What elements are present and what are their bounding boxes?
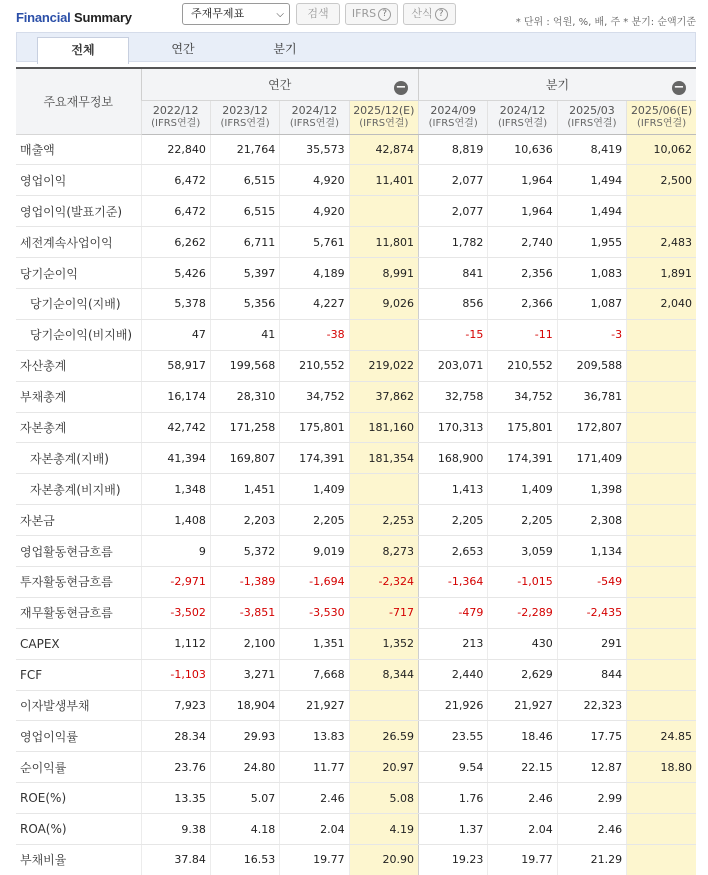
tab-quarterly[interactable]: 분기 [273,42,297,56]
table-cell: 1,964 [488,165,557,196]
table-cell: 20.90 [349,844,418,875]
row-label: FCF [16,659,141,690]
table-cell: 16.53 [210,844,279,875]
collapse-annual-icon[interactable]: − [395,80,407,95]
brand-title [16,10,132,25]
table-cell: 2,077 [419,196,488,227]
table-cell: 2,500 [627,165,696,196]
table-cell: 2,205 [280,505,349,536]
table-row [16,196,696,227]
table-cell: 841 [419,258,488,289]
table-cell: 210,552 [280,350,349,381]
column-basis: (IFRS연결) [220,118,270,129]
table-cell: 5,761 [280,227,349,258]
table-cell: 9.54 [419,752,488,783]
row-label: 자본총계(지배) [16,443,141,474]
table-cell: 199,568 [210,350,279,381]
table-cell: 22.15 [488,752,557,783]
table-row [16,536,696,567]
row-label: 당기순이익(지배) [16,288,141,319]
table-cell: 1,087 [557,288,626,319]
table-cell: 4,920 [280,196,349,227]
column-period: 2024/12 [499,104,546,117]
table-cell: 2,653 [419,536,488,567]
table-cell: 174,391 [280,443,349,474]
table-cell: 4,189 [280,258,349,289]
table-cell: 28,310 [210,381,279,412]
table-cell: 171,258 [210,412,279,443]
table-cell: 1,782 [419,227,488,258]
table-cell [627,319,696,350]
column-header [419,100,488,134]
table-cell: 1,083 [557,258,626,289]
table-cell: 5.07 [210,783,279,814]
table-cell: 6,515 [210,165,279,196]
table-cell: 4,227 [280,288,349,319]
table-cell: -1,103 [141,659,210,690]
table-cell: 10,062 [627,134,696,165]
table-cell: 8,273 [349,536,418,567]
table-cell: -15 [419,319,488,350]
table-cell: 2,740 [488,227,557,258]
table-cell: 1.76 [419,783,488,814]
table-row [16,814,696,845]
table-row [16,690,696,721]
table-cell: 4.19 [349,814,418,845]
column-header [627,100,696,134]
table-cell: 2,253 [349,505,418,536]
row-label: ROE(%) [16,783,141,814]
table-cell: 9 [141,536,210,567]
statement-type-select[interactable] [182,3,290,25]
table-cell: 16,174 [141,381,210,412]
table-row [16,505,696,536]
group-annual-label: 연간 [268,77,292,92]
table-cell: 1,112 [141,628,210,659]
column-header [210,100,279,134]
table-cell: 18.46 [488,721,557,752]
table-row [16,258,696,289]
formula-label: 산식 [411,7,433,20]
column-header [280,100,349,134]
table-cell: 170,313 [419,412,488,443]
table-cell: 9,026 [349,288,418,319]
table-cell: 18,904 [210,690,279,721]
table-row [16,443,696,474]
table-cell: 2.04 [280,814,349,845]
column-basis: (IFRS연결) [567,118,617,129]
table-cell: -3,502 [141,597,210,628]
table-cell: 19.23 [419,844,488,875]
column-period: 2022/12 [152,104,199,117]
table-cell: 175,801 [488,412,557,443]
table-cell: 28.34 [141,721,210,752]
table-cell: 42,742 [141,412,210,443]
table-cell: -3,530 [280,597,349,628]
table-cell: 4,920 [280,165,349,196]
table-cell: 2,366 [488,288,557,319]
group-quarterly-label: 분기 [545,77,570,92]
collapse-quarterly-icon[interactable]: − [673,80,685,95]
column-header [557,100,626,134]
table-cell: 9,019 [280,536,349,567]
table-cell [627,443,696,474]
table-cell: 24.85 [627,721,696,752]
table-cell: 181,160 [349,412,418,443]
table-cell: -2,289 [488,597,557,628]
table-cell: 856 [419,288,488,319]
table-cell: 2.46 [488,783,557,814]
table-cell: 18.80 [627,752,696,783]
table-cell: 11.77 [280,752,349,783]
row-label: 당기순이익 [16,258,141,289]
ifrs-help-button[interactable] [345,3,398,25]
row-label: 영업이익 [16,165,141,196]
table-cell: 22,323 [557,690,626,721]
table-cell: 1,351 [280,628,349,659]
table-cell: 6,472 [141,196,210,227]
table-cell [627,814,696,845]
row-label: 부채비율 [16,844,141,875]
chevron-down-icon: ⌵ [276,9,284,20]
table-cell: 168,900 [419,443,488,474]
row-label: 부채총계 [16,381,141,412]
table-cell: 7,668 [280,659,349,690]
brand-part2: Summary [73,10,132,25]
table-cell: 41,394 [141,443,210,474]
column-period: 2025/06(E) [630,104,693,117]
row-label: 영업활동현금흐름 [16,536,141,567]
table-cell: 6,262 [141,227,210,258]
table-cell: 37,862 [349,381,418,412]
table-cell: 169,807 [210,443,279,474]
table-cell: 181,354 [349,443,418,474]
row-header: 주요재무정보 [16,68,141,134]
table-row [16,752,696,783]
column-basis: (IFRS연결) [428,118,478,129]
table-cell: 1,409 [488,474,557,505]
table-cell [627,474,696,505]
table-cell: 2.99 [557,783,626,814]
row-label: 자본총계 [16,412,141,443]
question-icon: ? [435,8,448,21]
tab-annual[interactable]: 연간 [171,42,195,56]
table-cell: 2,100 [210,628,279,659]
table-cell: 174,391 [488,443,557,474]
table-cell: 1,494 [557,196,626,227]
table-row [16,412,696,443]
table-cell: 2.46 [280,783,349,814]
table-cell: 21,926 [419,690,488,721]
table-cell: 1.37 [419,814,488,845]
table-cell: -38 [280,319,349,350]
table-cell [349,196,418,227]
table-row [16,844,696,875]
table-cell: 21,927 [280,690,349,721]
group-annual-header [141,68,419,100]
table-cell: 22,840 [141,134,210,165]
table-cell: 219,022 [349,350,418,381]
table-cell: 5.08 [349,783,418,814]
table-cell: 2,440 [419,659,488,690]
table-cell: 32,758 [419,381,488,412]
table-cell: 23.76 [141,752,210,783]
table-cell [627,412,696,443]
table-cell [349,319,418,350]
table-cell: 1,348 [141,474,210,505]
table-cell: 42,874 [349,134,418,165]
table-cell: 210,552 [488,350,557,381]
table-row [16,721,696,752]
table-cell: 20.97 [349,752,418,783]
table-cell [349,690,418,721]
table-cell: 58,917 [141,350,210,381]
table-row [16,783,696,814]
table-cell: 2.04 [488,814,557,845]
table-cell: 2,356 [488,258,557,289]
table-cell: 35,573 [280,134,349,165]
row-label: 자산총계 [16,350,141,381]
table-cell: 36,781 [557,381,626,412]
table-cell: 8,419 [557,134,626,165]
table-cell: 1,964 [488,196,557,227]
table-cell: 17.75 [557,721,626,752]
table-cell: 844 [557,659,626,690]
table-cell: 1,398 [557,474,626,505]
column-period: 2025/03 [569,104,615,117]
table-cell: 21,927 [488,690,557,721]
table-cell: 1,352 [349,628,418,659]
column-basis: (IFRS연결) [637,118,687,129]
table-cell: 5,397 [210,258,279,289]
row-label: 투자활동현금흐름 [16,566,141,597]
table-cell: 13.83 [280,721,349,752]
table-cell [627,196,696,227]
row-label: 이자발생부채 [16,690,141,721]
table-row [16,628,696,659]
unit-note: * 단위 : 억원, %, 배, 주 * 분기: 순액기준 [515,17,696,28]
table-cell [627,536,696,567]
table-cell: 34,752 [488,381,557,412]
table-cell: 2,629 [488,659,557,690]
table-cell: 8,819 [419,134,488,165]
row-label: CAPEX [16,628,141,659]
table-cell: 34,752 [280,381,349,412]
row-label: 영업이익률 [16,721,141,752]
table-row [16,165,696,196]
table-cell: 5,426 [141,258,210,289]
table-cell [627,844,696,875]
table-cell: 11,801 [349,227,418,258]
table-cell: 203,071 [419,350,488,381]
table-cell: 3,059 [488,536,557,567]
table-cell [627,659,696,690]
row-label: 자본금 [16,505,141,536]
table-cell: 3,271 [210,659,279,690]
column-period: 2023/12 [222,104,268,117]
table-cell: 4.18 [210,814,279,845]
table-cell: 1,891 [627,258,696,289]
table-cell [627,505,696,536]
column-basis: (IFRS연결) [498,118,548,129]
table-row [16,659,696,690]
column-period: 2024/12 [291,104,338,117]
table-cell: 213 [419,628,488,659]
table-cell: 8,991 [349,258,418,289]
table-cell: 2,205 [488,505,557,536]
table-cell: 6,711 [210,227,279,258]
table-cell: 1,408 [141,505,210,536]
tab-all[interactable]: 전체 [37,37,129,64]
table-row [16,227,696,258]
table-cell: -549 [557,566,626,597]
formula-help-button[interactable] [403,3,456,25]
brand-part1: Financial [16,10,71,25]
table-cell: 291 [557,628,626,659]
table-cell: 12.87 [557,752,626,783]
table-cell [627,350,696,381]
table-cell: 10,636 [488,134,557,165]
table-cell: 2,483 [627,227,696,258]
table-cell [627,628,696,659]
column-period: 2024/09 [430,104,477,117]
table-cell: 209,588 [557,350,626,381]
table-row [16,597,696,628]
table-cell: -479 [419,597,488,628]
column-header [488,100,557,134]
row-label: ROA(%) [16,814,141,845]
table-cell: 6,472 [141,165,210,196]
table-cell: -3 [557,319,626,350]
financial-summary-table [16,67,696,875]
table-cell: 21,764 [210,134,279,165]
table-cell [627,381,696,412]
table-cell: 2,308 [557,505,626,536]
table-cell: 2,205 [419,505,488,536]
table-cell: 5,372 [210,536,279,567]
column-period: 2025/12(E) [353,104,415,117]
table-cell: -2,971 [141,566,210,597]
table-row [16,319,696,350]
table-cell: -1,389 [210,566,279,597]
table-cell: 175,801 [280,412,349,443]
table-cell [627,597,696,628]
table-cell: 37.84 [141,844,210,875]
group-quarterly-header [419,68,697,100]
table-row [16,288,696,319]
column-basis: (IFRS연결) [289,118,339,129]
table-cell: 2.46 [557,814,626,845]
row-label: 세전계속사업이익 [16,227,141,258]
row-label: 매출액 [16,134,141,165]
table-cell [627,566,696,597]
table-cell: 19.77 [488,844,557,875]
table-cell: 13.35 [141,783,210,814]
table-cell: 21.29 [557,844,626,875]
table-cell: 2,203 [210,505,279,536]
row-label: 순이익률 [16,752,141,783]
table-cell: 1,134 [557,536,626,567]
table-cell: 430 [488,628,557,659]
table-cell: 1,955 [557,227,626,258]
table-cell: 5,378 [141,288,210,319]
table-row [16,350,696,381]
table-cell [349,474,418,505]
table-row [16,381,696,412]
table-cell: 1,409 [280,474,349,505]
column-basis: (IFRS연결) [151,118,201,129]
table-cell: 7,923 [141,690,210,721]
table-cell: 2,040 [627,288,696,319]
table-row [16,134,696,165]
table-row [16,566,696,597]
question-icon: ? [378,8,391,21]
table-cell: 11,401 [349,165,418,196]
table-cell: -11 [488,319,557,350]
table-cell: -2,435 [557,597,626,628]
column-basis: (IFRS연결) [359,118,409,129]
table-cell: 47 [141,319,210,350]
table-row [16,474,696,505]
table-cell: 29.93 [210,721,279,752]
table-cell: -1,015 [488,566,557,597]
table-cell: 2,077 [419,165,488,196]
table-cell: 1,494 [557,165,626,196]
table-cell: -3,851 [210,597,279,628]
table-cell: 26.59 [349,721,418,752]
table-cell: 1,413 [419,474,488,505]
row-label: 당기순이익(비지배) [16,319,141,350]
table-cell [627,690,696,721]
table-cell: -717 [349,597,418,628]
toolbar [0,0,708,32]
table-cell: 24.80 [210,752,279,783]
ifrs-label: IFRS [351,7,377,20]
row-label: 재무활동현금흐름 [16,597,141,628]
column-header [141,100,210,134]
search-button[interactable]: 검색 [296,3,340,25]
table-cell: -2,324 [349,566,418,597]
period-tabs [16,32,696,62]
table-cell [627,783,696,814]
row-label: 영업이익(발표기준) [16,196,141,227]
table-cell: 41 [210,319,279,350]
statement-type-value: 주재무제표 [191,7,245,20]
table-cell: -1,694 [280,566,349,597]
table-cell: 171,409 [557,443,626,474]
row-label: 자본총계(비지배) [16,474,141,505]
table-cell: 1,451 [210,474,279,505]
column-header [349,100,418,134]
table-cell: 9.38 [141,814,210,845]
table-cell: 6,515 [210,196,279,227]
table-cell: 172,807 [557,412,626,443]
table-cell: 19.77 [280,844,349,875]
table-cell: 23.55 [419,721,488,752]
table-cell: 8,344 [349,659,418,690]
table-cell: 5,356 [210,288,279,319]
table-cell: -1,364 [419,566,488,597]
